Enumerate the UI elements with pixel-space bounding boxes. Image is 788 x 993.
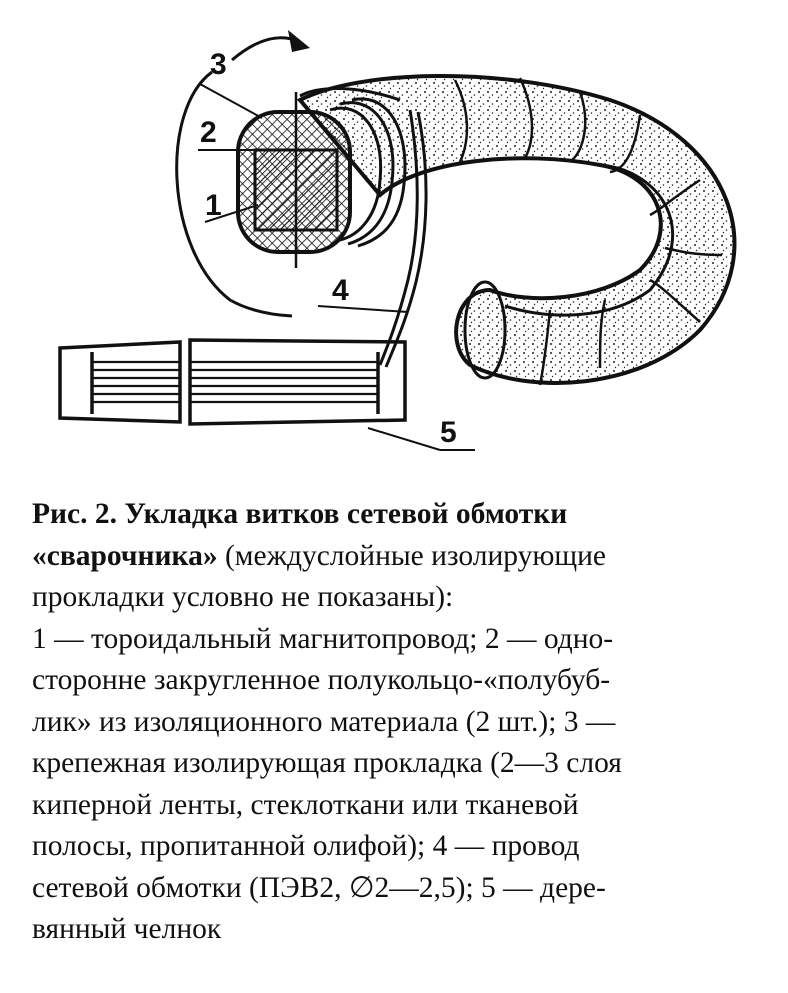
caption-line: сетевой обмотки (ПЭВ2, ∅2—2,5); 5 — дере- — [32, 871, 606, 904]
label-1: 1 — [205, 189, 222, 222]
toroidal-core — [300, 76, 734, 385]
label-2: 2 — [200, 116, 217, 149]
caption-line: сторонне закругленное полукольцо-«полубуб- — [32, 664, 611, 696]
wooden-shuttle — [60, 340, 405, 424]
toroidal-winding-diagram — [0, 0, 788, 480]
caption-line: киперной ленты, стеклоткани или тканевой — [32, 788, 579, 821]
caption-title-cont: «сварочника» — [32, 539, 218, 572]
caption-line: крепежная изолирующая прокладка (2—3 слоя — [32, 747, 622, 779]
caption-line: полосы, пропитанной олифой); 4 — провод — [32, 830, 580, 862]
label-4: 4 — [332, 274, 349, 307]
caption-line: прокладки условно не показаны): — [32, 581, 454, 613]
label-5: 5 — [440, 416, 457, 449]
caption-line: вянный челнок — [32, 913, 222, 945]
label-3: 3 — [210, 48, 227, 81]
caption-line: 1 — тороидальный магнитопровод; 2 — одно- — [32, 622, 614, 655]
caption-title-note: (междуслойные изолирующие — [217, 539, 607, 572]
caption-line: лик» из изоляционного материала (2 шт.); 3 — — [32, 705, 616, 738]
caption-title: Рис. 2. Укладка витков сетевой обмотки — [32, 498, 568, 530]
figure-caption — [32, 494, 762, 951]
